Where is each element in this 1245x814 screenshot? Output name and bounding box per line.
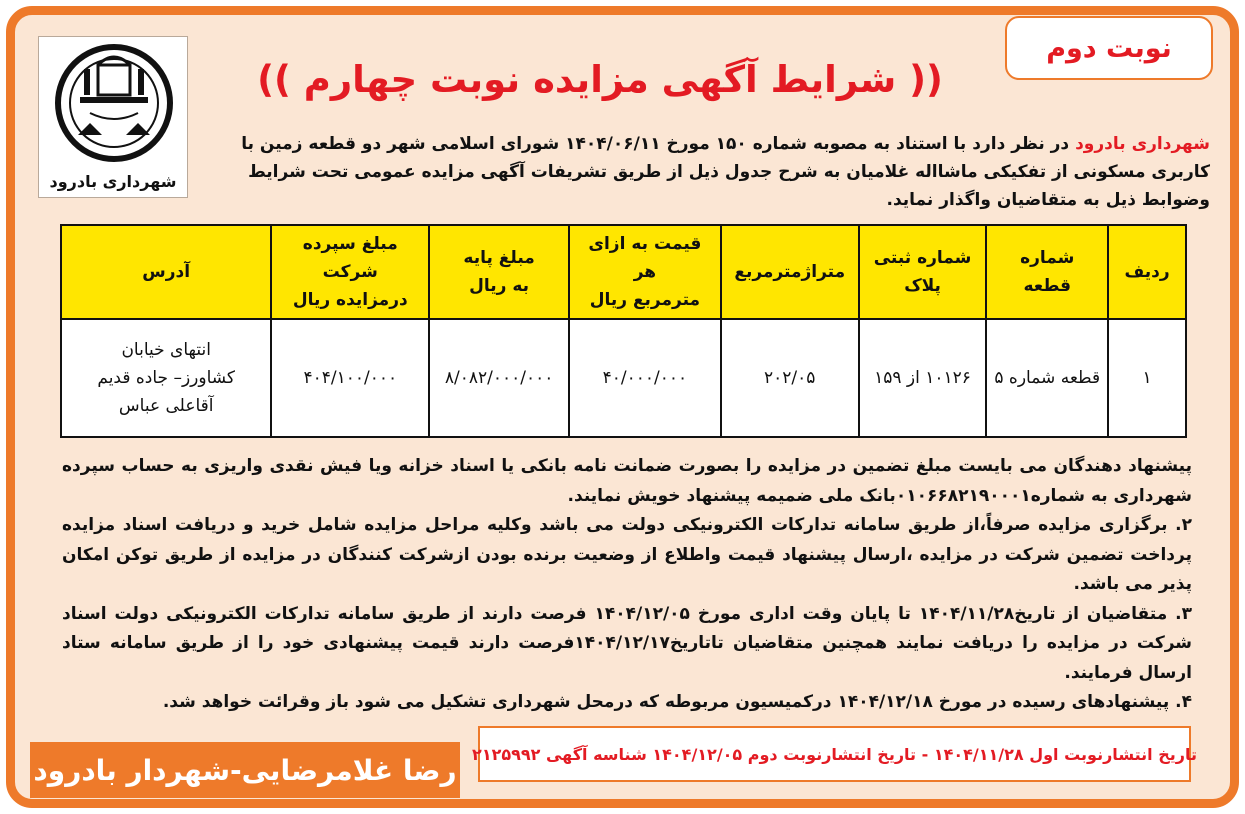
cell-deposit: ۴۰۴/۱۰۰/۰۰۰ [271,319,429,437]
notice-title: (( شرایط آگهی مزایده نوبت چهارم )) [257,58,943,101]
cell-address-line3: آقاعلی عباس [118,396,214,416]
header-deposit-line1: مبلغ سپرده شرکت [302,234,398,282]
header-row-number: ردیف [1108,225,1186,319]
table-row [61,319,1186,437]
header-base-line2: به ریال [469,276,530,296]
header-registration-plaque [859,225,987,319]
term-item: ۴. پیشنهادهای رسیده در مورخ ۱۴۰۴/۱۲/۱۸ درکمیسیون مربوطه که درمحل شهرداری تشکیل می شود باز وقرائت خواهد شد. [162,692,1192,712]
intro-text: در نظر دارد با استناد به مصوبه شماره ۱۵۰ مورخ ۱۴۰۴/۰۶/۱۱ شورای اسلامی شهر دو قطعه زمین با کاربری مسکونی از تفکیکی ماشااله غلامیان به شرح جدول ذیل از طریق تشریفات آگهی مزایده عمومی تحت شرایط وضوابط ذیل به متقاضیان واگذار نماید. [241,134,1210,210]
header-deposit [271,225,429,319]
header-area: متراژمترمربع [721,225,859,319]
round-tag [1005,16,1213,80]
header-unit-price-line1: قیمت به ازای هر [588,234,702,282]
publication-dates: تاریخ انتشارنوبت اول ۱۴۰۴/۱۱/۲۸ - تاریخ انتشارنوبت دوم ۱۴۰۴/۱۲/۰۵ شناسه آگهی ۲۱۲۵۹۹۲ [472,744,1197,764]
header-address: آدرس [61,225,271,319]
logo-caption: شهرداری بادرود [49,172,177,191]
term-item: پیشنهاد دهندگان می بایست مبلغ تضمین در مزایده را بصورت ضمانت نامه بانکی یا اسناد خزانه ویا فیش نقدی واریزی به حساب سپرده شهرداری به شماره۰۱۰۶۶۸۲۱۹۰۰۰۱بانک ملی ضمیمه پیشنهاد خویش نمایند. [62,456,1192,506]
cell-area: ۲۰۲/۰۵ [721,319,859,437]
header-base-price [429,225,569,319]
lots-table [60,224,1187,438]
cell-address [61,319,271,437]
intro-organization: شهرداری بادرود [1075,134,1210,154]
intro-paragraph [200,130,1210,214]
cell-lot-number: قطعه شماره ۵ [986,319,1108,437]
header-plaque-line1: شماره ثبتی [873,248,972,268]
publication-dates-box [472,726,1197,782]
header-deposit-line2: درمزایده ریال [292,290,408,310]
header-plaque-line2: پلاک [904,276,941,296]
cell-base-price: ۸/۰۸۲/۰۰۰/۰۰۰ [429,319,569,437]
round-tag-label: نوبت دوم [1046,32,1172,64]
table-header-row [61,225,1186,319]
terms-list [62,452,1192,718]
header-lot-number: شماره قطعه [986,225,1108,319]
cell-address-line2: کشاورز– جاده قدیم [97,368,236,388]
term-item: ۳. متقاضیان از تاریخ۱۴۰۴/۱۱/۲۸ تا پایان وقت اداری مورخ ۱۴۰۴/۱۲/۰۵ فرصت دارند از طریق سامانه تدارکات الکترونیکی دولت اسناد شرکت در مزایده را دریافت نمایند همچنین متقاضیان تاتاریخ۱۴۰۴/۱۲/۱۷فرصت دارند قیمت پیشنهادی خود را از طریق سامانه ستاد ارسال فرمایند. [62,603,1193,683]
header-unit-price-line2: مترمربع ریال [589,290,701,310]
cell-row-number: ۱ [1108,319,1186,437]
signer-banner [30,742,460,798]
header-base-line1: مبلغ پایه [463,248,535,268]
municipality-seal-icon [50,43,178,165]
term-item: ۲. برگزاری مزایده صرفاً،از طریق سامانه تدارکات الکترونیکی دولت می باشد وکلیه مراحل مزایده شامل خرید و دریافت اسناد مزایده پرداخت تضمین شرکت در مزایده ،ارسال پیشنهاد قیمت واطلاع از وضعیت برنده بودن ازشرکت کنندگان در مزایده از طریق توکن امکان پذیر می باشد. [62,515,1192,594]
municipality-logo [38,36,188,198]
cell-unit-price: ۴۰/۰۰۰/۰۰۰ [569,319,721,437]
signer-name: رضا غلامرضایی-شهردار بادرود [33,753,457,787]
header-unit-price [569,225,721,319]
cell-registration-plaque: ۱۰۱۲۶ از ۱۵۹ [859,319,987,437]
cell-address-line1: انتهای خیابان [121,340,211,360]
